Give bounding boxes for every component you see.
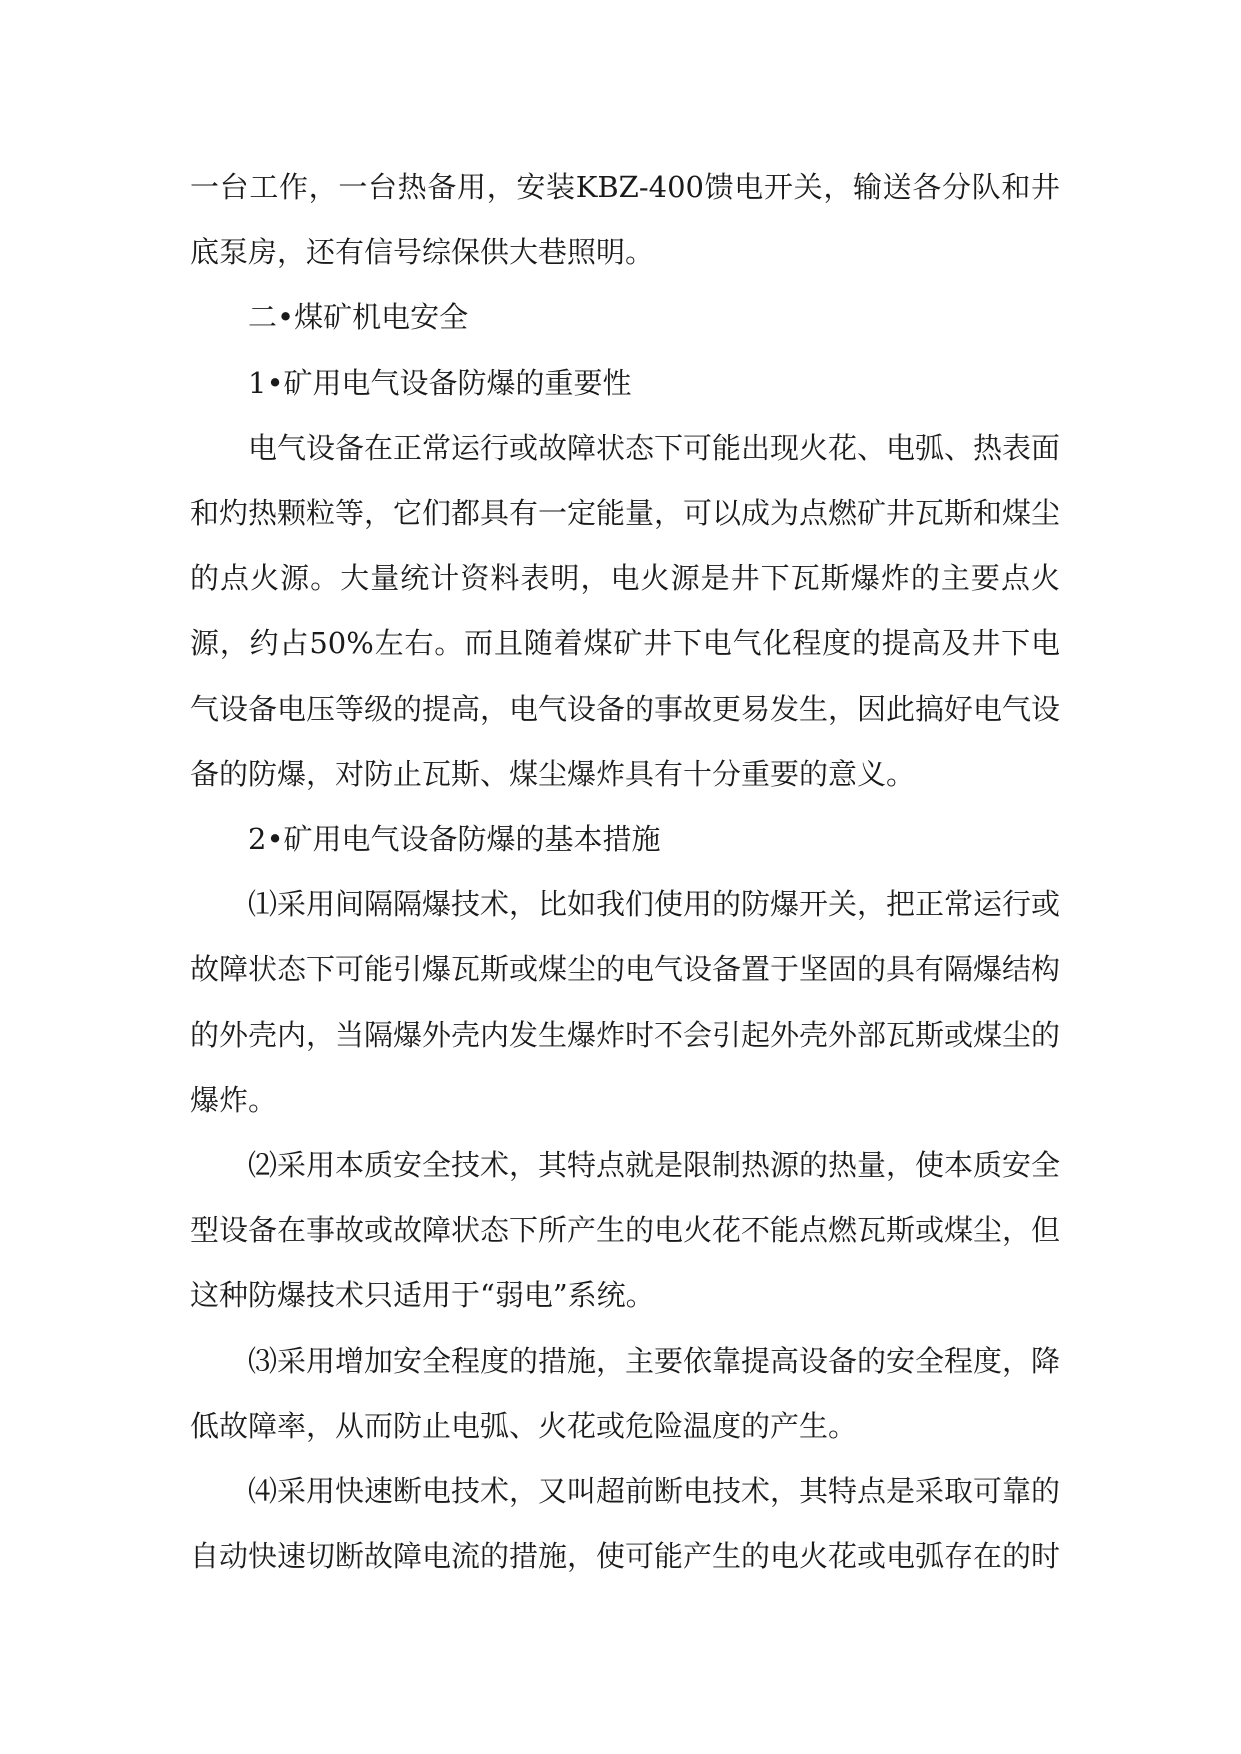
subsection-heading-basic-measures: 2•矿用电气设备防爆的基本措施 [248,822,661,857]
measure-item-2: ⑵采用本质安全技术，其特点就是限制热源的热量，使本质安全型设备在事故或故障状态下所产生的电火花不能点燃瓦斯或煤尘，但这种防爆技术只适用于“弱电”系统。 [190,1148,1061,1313]
measure-item-1: ⑴采用间隔隔爆技术，比如我们使用的防爆开关，把正常运行或故障状态下可能引爆瓦斯或煤尘的电气设备置于坚固的具有隔爆结构的外壳内，当隔爆外壳内发生爆炸时不会引起外壳外部瓦斯或煤尘的爆炸。 [190,887,1061,1117]
continued-paragraph: 一台工作，一台热备用，安装KBZ-400馈电开关，输送各分队和井底泵房，还有信号综保供大巷照明。 [190,170,1060,270]
subsection-heading-explosion-proof-importance: 1•矿用电气设备防爆的重要性 [248,365,632,400]
measure-item-3: ⑶采用增加安全程度的措施，主要依靠提高设备的安全程度，降低故障率，从而防止电弧、火花或危险温度的产生。 [190,1343,1061,1443]
section-heading-mine-electromechanical-safety: 二•煤矿机电安全 [248,300,469,335]
body-paragraph-ignition-sources: 电气设备在正常运行或故障状态下可能出现火花、电弧、热表面和灼热颗粒等，它们都具有一定能量，可以成为点燃矿井瓦斯和煤尘的点火源。大量统计资料表明，电火源是井下瓦斯爆炸的主要点火源，约占50%左右。而且随着煤矿井下电气化程度的提高及井下电气设备电压等级的提高，电气设备的事故更易发生，因此搞好电气设备的防爆，对防止瓦斯、煤尘爆炸具有十分重要的意义。 [190,430,1061,791]
document-body [190,155,1060,1589]
measure-item-4: ⑷采用快速断电技术，又叫超前断电技术，其特点是采取可靠的自动快速切断故障电流的措施，使可能产生的电火花或电弧存在的时 [190,1474,1061,1574]
